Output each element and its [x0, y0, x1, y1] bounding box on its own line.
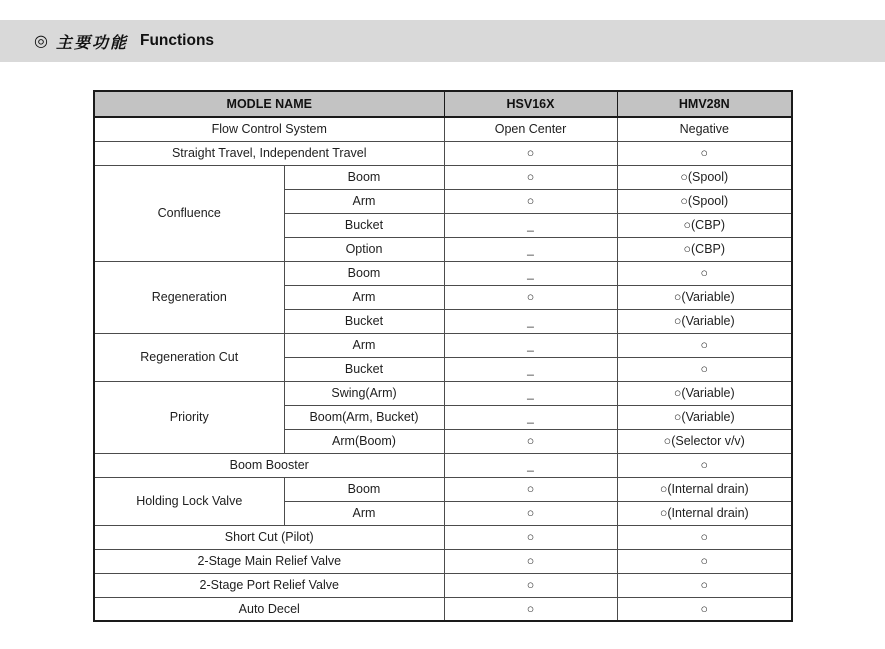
value-cell-hsv16x: ○ — [444, 573, 617, 597]
value-cell-hmv28n: ○(Selector v/v) — [617, 429, 792, 453]
header-row — [94, 91, 792, 117]
value-cell-hmv28n: ○(Variable) — [617, 405, 792, 429]
value-cell-hsv16x: Open Center — [444, 117, 617, 141]
value-cell-hmv28n: ○(Spool) — [617, 189, 792, 213]
value-cell-hmv28n: ○(Internal drain) — [617, 477, 792, 501]
row-label-cell: Boom Booster — [94, 453, 444, 477]
value-cell-hmv28n: ○ — [617, 357, 792, 381]
functions-table-body — [94, 117, 792, 621]
value-cell-hsv16x: ○ — [444, 477, 617, 501]
group-label-cell: Regeneration Cut — [94, 333, 284, 381]
header-hmv28n: HMV28N — [617, 91, 792, 117]
value-cell-hmv28n: ○ — [617, 597, 792, 621]
value-cell-hsv16x: ○ — [444, 189, 617, 213]
row-label-cell: Short Cut (Pilot) — [94, 525, 444, 549]
value-cell-hsv16x: ○ — [444, 501, 617, 525]
table-row — [94, 117, 792, 141]
value-cell-hmv28n: ○ — [617, 333, 792, 357]
group-label-cell: Holding Lock Valve — [94, 477, 284, 525]
value-cell-hsv16x: ○ — [444, 141, 617, 165]
row-label-cell: Straight Travel, Independent Travel — [94, 141, 444, 165]
section-title-cjk: 主要功能 — [55, 34, 128, 52]
value-cell-hsv16x: ○ — [444, 285, 617, 309]
table-row — [94, 477, 792, 501]
value-cell-hmv28n: ○(CBP) — [617, 213, 792, 237]
sub-label-cell: Arm — [284, 501, 444, 525]
value-cell-hmv28n: ○ — [617, 549, 792, 573]
table-row — [94, 573, 792, 597]
sub-label-cell: Arm — [284, 189, 444, 213]
value-cell-hsv16x: _ — [444, 213, 617, 237]
header-hsv16x: HSV16X — [444, 91, 617, 117]
sub-label-cell: Boom(Arm, Bucket) — [284, 405, 444, 429]
value-cell-hmv28n: ○ — [617, 573, 792, 597]
value-cell-hsv16x: ○ — [444, 525, 617, 549]
table-row — [94, 525, 792, 549]
table-row — [94, 549, 792, 573]
header-modle-name: MODLE NAME — [94, 91, 444, 117]
value-cell-hsv16x: ○ — [444, 165, 617, 189]
value-cell-hsv16x: ○ — [444, 549, 617, 573]
sub-label-cell: Arm — [284, 285, 444, 309]
row-label-cell: Auto Decel — [94, 597, 444, 621]
table-row — [94, 597, 792, 621]
value-cell-hsv16x: _ — [444, 453, 617, 477]
sub-label-cell: Boom — [284, 477, 444, 501]
value-cell-hsv16x: _ — [444, 309, 617, 333]
value-cell-hmv28n: ○(Internal drain) — [617, 501, 792, 525]
value-cell-hsv16x: ○ — [444, 597, 617, 621]
sub-label-cell: Bucket — [284, 357, 444, 381]
value-cell-hmv28n: ○ — [617, 525, 792, 549]
value-cell-hsv16x: ○ — [444, 429, 617, 453]
table-row — [94, 453, 792, 477]
value-cell-hsv16x: _ — [444, 261, 617, 285]
value-cell-hmv28n: ○ — [617, 141, 792, 165]
sub-label-cell: Boom — [284, 165, 444, 189]
double-circle-icon: ◎ — [34, 33, 48, 50]
table-row — [94, 165, 792, 189]
value-cell-hsv16x: _ — [444, 381, 617, 405]
sub-label-cell: Bucket — [284, 309, 444, 333]
sub-label-cell: Swing(Arm) — [284, 381, 444, 405]
sub-label-cell: Boom — [284, 261, 444, 285]
value-cell-hmv28n: ○ — [617, 261, 792, 285]
row-label-cell: Flow Control System — [94, 117, 444, 141]
sub-label-cell: Bucket — [284, 213, 444, 237]
value-cell-hmv28n: ○(Variable) — [617, 381, 792, 405]
row-label-cell: 2-Stage Port Relief Valve — [94, 573, 444, 597]
sub-label-cell: Arm — [284, 333, 444, 357]
table-row — [94, 381, 792, 405]
group-label-cell: Regeneration — [94, 261, 284, 333]
value-cell-hmv28n: ○(Spool) — [617, 165, 792, 189]
value-cell-hsv16x: _ — [444, 357, 617, 381]
value-cell-hmv28n: ○(Variable) — [617, 309, 792, 333]
section-title-en: Functions — [139, 32, 215, 49]
functions-table-header — [94, 91, 792, 117]
table-row — [94, 333, 792, 357]
table-row — [94, 141, 792, 165]
value-cell-hsv16x: _ — [444, 237, 617, 261]
row-label-cell: 2-Stage Main Relief Valve — [94, 549, 444, 573]
value-cell-hsv16x: _ — [444, 333, 617, 357]
group-label-cell: Confluence — [94, 165, 284, 261]
section-title-bar — [0, 20, 885, 62]
sub-label-cell: Arm(Boom) — [284, 429, 444, 453]
functions-table — [93, 90, 793, 622]
value-cell-hmv28n: Negative — [617, 117, 792, 141]
group-label-cell: Priority — [94, 381, 284, 453]
sub-label-cell: Option — [284, 237, 444, 261]
value-cell-hmv28n: ○(CBP) — [617, 237, 792, 261]
value-cell-hmv28n: ○ — [617, 453, 792, 477]
value-cell-hmv28n: ○(Variable) — [617, 285, 792, 309]
table-row — [94, 261, 792, 285]
value-cell-hsv16x: _ — [444, 405, 617, 429]
